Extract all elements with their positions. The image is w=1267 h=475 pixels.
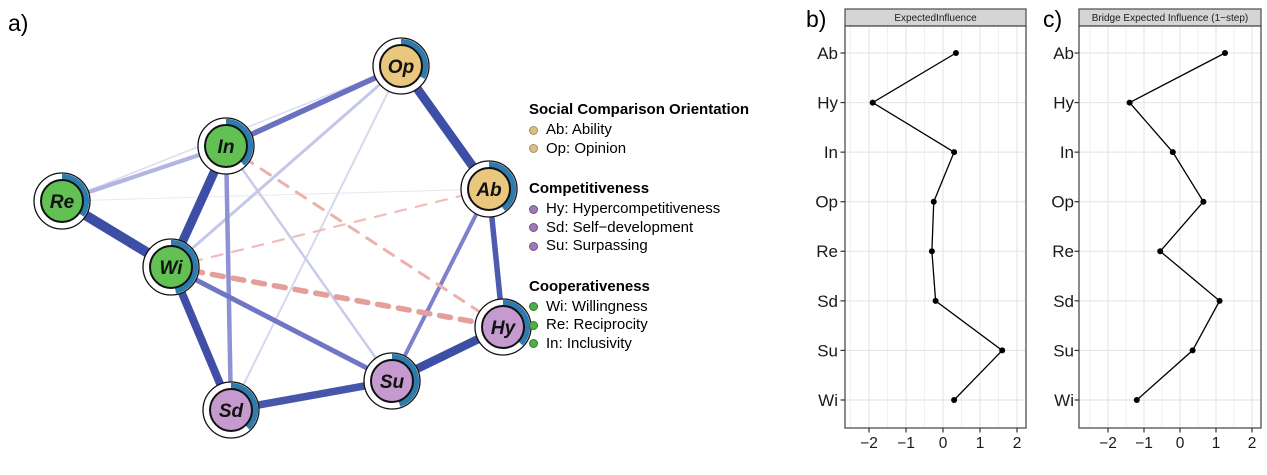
data-point-Sd (1217, 298, 1223, 304)
x-tick-label: −2 (860, 435, 878, 452)
legend-dot-icon (529, 205, 538, 214)
legend-item-In (529, 335, 804, 354)
legend-item-Hy (529, 200, 804, 219)
panel-title: ExpectedInfluence (894, 13, 977, 24)
y-tick-label-Ab: Ab (817, 43, 838, 63)
legend-group-title: Cooperativeness (529, 277, 650, 295)
legend-dot-icon (529, 321, 538, 330)
y-tick-label-Sd: Sd (1053, 291, 1074, 311)
data-point-Op (1200, 199, 1206, 205)
x-tick-label: −1 (897, 435, 915, 452)
y-tick-label-Wi: Wi (1054, 390, 1074, 410)
node-Hy (475, 299, 531, 355)
data-point-In (1170, 149, 1176, 155)
legend-item-Re (529, 316, 804, 335)
legend-dot-icon (529, 144, 538, 153)
x-tick-label: 1 (1211, 435, 1221, 452)
network-legend (529, 100, 804, 353)
edge-In-Sd (226, 146, 231, 410)
legend-group (529, 100, 804, 158)
node-label-Su: Su (379, 371, 405, 393)
legend-item-label: Sd: Self−development (546, 218, 694, 236)
data-point-Su (999, 347, 1005, 353)
edge-Wi-Su (171, 267, 392, 381)
x-tick-label: −1 (1135, 435, 1153, 452)
network-graph (0, 0, 560, 475)
x-tick-label: 2 (1012, 435, 1022, 452)
legend-item-label: Su: Surpassing (546, 237, 648, 254)
legend-item-label: Op: Opinion (546, 139, 627, 157)
y-tick-label-Re: Re (1052, 242, 1074, 262)
y-tick-label-Wi: Wi (818, 390, 838, 410)
x-tick-label: 0 (1175, 435, 1185, 452)
chart-bridge-expected-influence (1040, 0, 1267, 475)
data-point-Su (1190, 347, 1196, 353)
y-tick-label-Ab: Ab (1053, 43, 1074, 63)
node-label-Re: Re (49, 191, 75, 213)
x-tick-label: 0 (938, 435, 948, 452)
node-Op (373, 38, 429, 94)
node-label-Op: Op (387, 56, 415, 78)
legend-item-label: Wi: Willingness (546, 297, 648, 315)
edge-Wi-Hy (171, 267, 503, 327)
chart-expected-influence (800, 0, 1045, 475)
edge-In-Su (226, 146, 392, 381)
legend-group-title: Social Comparison Orientation (529, 101, 750, 118)
data-point-Hy (1127, 100, 1133, 106)
data-point-Ab (1222, 50, 1228, 56)
legend-group (529, 179, 804, 256)
legend-item-Wi (529, 298, 804, 317)
legend-dot-icon (529, 126, 538, 135)
legend-dot-icon (529, 242, 538, 251)
legend-item-label: Re: Reciprocity (546, 316, 648, 333)
node-Sd (203, 382, 259, 438)
node-In (198, 118, 254, 174)
legend-item-Op (529, 140, 804, 159)
y-tick-label-Hy: Hy (1053, 93, 1074, 113)
node-Ab (461, 161, 517, 217)
x-tick-label: 1 (975, 435, 985, 452)
edge-Re-Ab (62, 189, 489, 201)
data-point-Ab (953, 50, 959, 56)
legend-group (529, 277, 804, 354)
panel-a-label: a) (8, 10, 29, 36)
node-Su (364, 353, 420, 409)
data-point-Wi (951, 397, 957, 403)
data-point-Re (929, 248, 935, 254)
y-tick-label-Su: Su (817, 341, 838, 361)
y-tick-label-In: In (823, 143, 838, 163)
legend-dot-icon (529, 339, 538, 348)
data-point-Wi (1134, 397, 1140, 403)
legend-item-label: Ab: Ability (546, 121, 612, 138)
node-label-Sd: Sd (218, 400, 244, 422)
x-tick-label: −2 (1099, 435, 1117, 452)
panel-title: Bridge Expected Influence (1−step) (1091, 13, 1249, 24)
legend-item-label: In: Inclusivity (546, 334, 632, 352)
panel-c-label: c) (1043, 6, 1063, 32)
x-tick-label: 2 (1247, 435, 1257, 452)
node-Wi (143, 239, 199, 295)
legend-item-label: Hy: Hypercompetitiveness (546, 200, 721, 217)
y-tick-label-Su: Su (1053, 341, 1074, 361)
legend-item-Ab (529, 121, 804, 140)
edge-Wi-Ab (171, 189, 489, 267)
data-point-Re (1157, 248, 1163, 254)
y-tick-label-Sd: Sd (817, 291, 838, 311)
y-tick-label-In: In (1059, 143, 1074, 163)
panel-b-label: b) (806, 6, 827, 32)
y-tick-label-Op: Op (1051, 192, 1074, 212)
node-Re (34, 173, 90, 229)
node-label-Hy: Hy (490, 317, 516, 339)
node-label-Wi: Wi (159, 257, 183, 279)
node-label-In: In (217, 136, 235, 158)
legend-item-Su (529, 237, 804, 256)
data-point-Op (931, 199, 937, 205)
y-tick-label-Hy: Hy (817, 93, 838, 113)
data-point-In (951, 149, 957, 155)
legend-dot-icon (529, 302, 538, 311)
legend-dot-icon (529, 223, 538, 232)
legend-group-title: Competitiveness (529, 180, 650, 197)
node-label-Ab: Ab (476, 179, 502, 201)
legend-item-Sd (529, 219, 804, 238)
data-point-Hy (870, 100, 876, 106)
y-tick-label-Re: Re (816, 242, 838, 262)
data-point-Sd (933, 298, 939, 304)
y-tick-label-Op: Op (815, 192, 838, 212)
edge-Op-In (226, 66, 401, 146)
